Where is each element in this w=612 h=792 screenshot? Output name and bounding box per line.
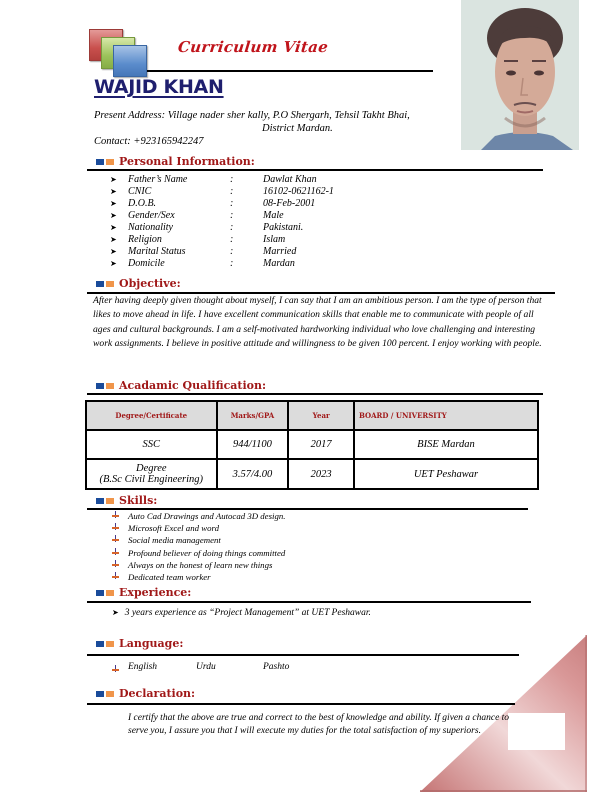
- language-item: Urdu: [196, 662, 216, 672]
- blue-square-icon: [96, 590, 104, 596]
- column-header: Year: [288, 401, 354, 430]
- section-header-skills: [96, 494, 157, 507]
- board-cell: BISE Mardan: [354, 430, 538, 459]
- year-cell: 2023: [288, 459, 354, 489]
- contact-phone: +923165942247: [133, 136, 204, 147]
- column-header: Marks/GPA: [217, 401, 289, 430]
- blue-square-icon: [96, 281, 104, 287]
- address-line-2: District Mardan.: [262, 123, 333, 134]
- degree-cell: SSC: [86, 430, 217, 459]
- arrow-bullet-icon: ➤: [110, 175, 117, 184]
- table-row: [86, 459, 538, 489]
- section-title: Personal Information:: [119, 155, 255, 168]
- marks-cell: 944/1100: [217, 430, 289, 459]
- degree-program: (B.Sc Civil Engineering): [99, 474, 204, 485]
- orange-square-icon: [106, 159, 114, 165]
- address-label: Present Address: [94, 110, 162, 121]
- arrow-bullet-icon: ➤: [110, 223, 117, 232]
- section-rule: [87, 169, 543, 171]
- objective-text: After having deeply given thought about myself, I can say that I am an ambitious person. I am the type of person that likes to move ahead in life. I have excellent communication skills that enable me to communicate with people of all ages and cultural backgrounds. I am a self-motivated hardworking individual who love challenging and interesting work assignments. I believe in positive attitude and willingness to be given 100 percent. I enjoy working with people.: [93, 295, 542, 349]
- blue-square-icon: [96, 159, 104, 165]
- section-header-academic: [96, 379, 266, 392]
- declaration-text: I certify that the above are true and correct to the best of knowledge and ability. If given a chance to serve you, I assure you that I will execute my duties for the total satisfaction of my superiors.: [128, 713, 510, 736]
- section-title: Objective:: [119, 277, 181, 290]
- section-header-experience: [96, 586, 191, 599]
- section-header-language: [96, 637, 183, 650]
- pin-bullet-icon: [112, 571, 119, 580]
- document-title: Curriculum Vitae: [177, 38, 330, 56]
- blue-square-icon: [96, 498, 104, 504]
- pin-bullet-icon: [112, 522, 119, 531]
- section-title: Declaration:: [119, 687, 196, 700]
- arrow-bullet-icon: ➤: [110, 211, 117, 220]
- column-header: BOARD / UNIVERSITY: [354, 401, 538, 430]
- present-address: Present Address: Village nader sher kally, P.O Shergarh, Tehsil Takht Bhai, District Mardan.: [94, 109, 454, 135]
- marks-cell: 3.57/4.00: [217, 459, 289, 489]
- title-divider: [147, 70, 433, 72]
- arrow-bullet-icon: ➤: [110, 199, 117, 208]
- portrait-image: [461, 0, 588, 150]
- language-item: Pashto: [263, 662, 290, 672]
- section-title: Language:: [119, 637, 184, 650]
- profile-photo: [461, 0, 588, 150]
- column-header: Degree/Certificate: [86, 401, 217, 430]
- arrow-bullet-icon: ➤: [110, 235, 117, 244]
- address-line-1: Village nader sher kally, P.O Shergarh, Tehsil Takht Bhai,: [167, 110, 410, 121]
- section-title: Skills:: [119, 494, 158, 507]
- pin-bullet-icon: [112, 547, 119, 556]
- section-title: Acadamic Qualification:: [119, 379, 267, 392]
- qualification-table: [85, 400, 539, 490]
- pin-bullet-icon: [112, 559, 119, 568]
- section-header-personal: [96, 155, 255, 168]
- arrow-bullet-icon: ➤: [110, 259, 117, 268]
- section-header-declaration: [96, 687, 195, 700]
- orange-square-icon: [106, 498, 114, 504]
- orange-square-icon: [106, 641, 114, 647]
- contact-label: Contact:: [94, 136, 131, 147]
- section-rule: [87, 703, 515, 705]
- experience-item: ➤ 3 years experience as “Project Management” at UET Peshawar.: [112, 608, 371, 618]
- arrow-bullet-icon: ➤: [110, 247, 117, 256]
- orange-square-icon: [106, 281, 114, 287]
- board-cell: UET Peshawar: [354, 459, 538, 489]
- table-header-row: [86, 401, 538, 430]
- arrow-bullet-icon: ➤: [112, 608, 119, 617]
- section-rule: [87, 393, 543, 395]
- blue-square-icon: [96, 691, 104, 697]
- pin-bullet-icon: [112, 510, 119, 519]
- blue-square-icon: [96, 641, 104, 647]
- logo-square-blue: [113, 45, 147, 77]
- contact: [94, 136, 203, 147]
- degree-cell: [86, 459, 217, 489]
- degree-name: Degree: [136, 463, 167, 474]
- pin-bullet-icon: [112, 664, 119, 673]
- section-title: Experience:: [119, 586, 192, 599]
- candidate-name: WAJID KHAN: [94, 76, 224, 98]
- arrow-bullet-icon: ➤: [110, 187, 117, 196]
- language-item: English: [128, 662, 158, 672]
- orange-square-icon: [106, 691, 114, 697]
- blue-square-icon: [96, 383, 104, 389]
- orange-square-icon: [106, 383, 114, 389]
- section-header-objective: [96, 277, 181, 290]
- pin-bullet-icon: [112, 534, 119, 543]
- table-row: [86, 430, 538, 459]
- orange-square-icon: [106, 590, 114, 596]
- year-cell: 2017: [288, 430, 354, 459]
- section-rule: [87, 601, 531, 603]
